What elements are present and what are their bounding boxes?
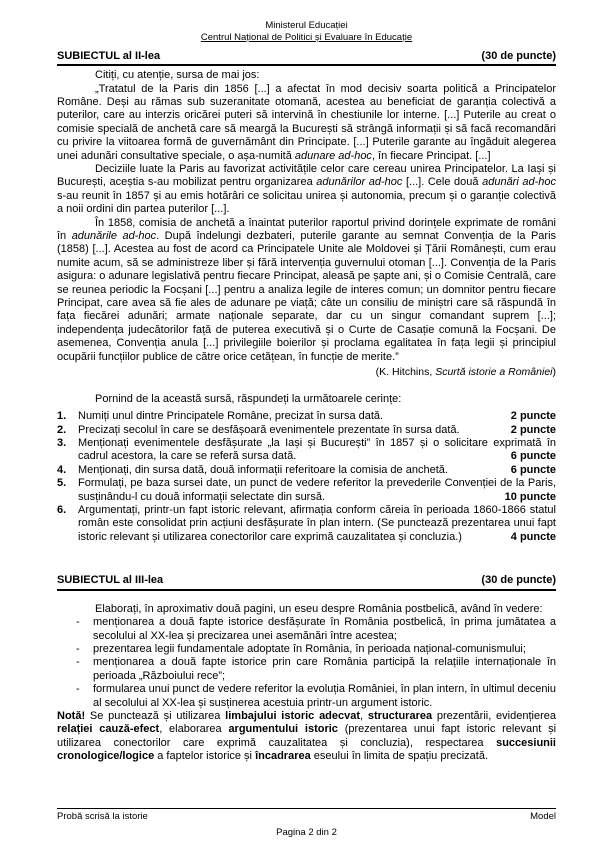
source-paragraph-2: Deciziile luate la Paris au favorizat activitățile celor care cereau unirea Principatelor. La Iași și București, aceștia s-au mobilizat pentru organizarea adunărilor ad-hoc [...]. Cele două adunări ad-hoc s-au reunit în 1857 și au emis hotărâri ce solicitau unirea și autonomia, precum și o garanție colectivă a noii ordini din partea puterilor [...]. [57, 162, 556, 216]
question-points: 2 puncte [510, 423, 556, 436]
source-citation: (K. Hitchins, Scurtă istorie a României) [375, 366, 556, 379]
question-number: 4. [57, 463, 67, 476]
question-item [57, 410, 556, 423]
agency-title: Centrul Național de Politici și Evaluare în Educație [200, 32, 413, 44]
source-paragraph-1: „Tratatul de la Paris din 1856 [...] a afectat în mod decisiv soarta politică a Principatelor Române. Deși au rămas sub suzeranitate otomană, acestea au beneficiat de garanția colectivă a puterilor, care au interzis oricărei puteri să intervină în chestiunile lor interne. [...] Puterile au creat o comisie specială de anchetă care să meargă la București să strângă informații și să facă recomandări cu privire la viitoarea formă de guvernământ din Principate. [...] Puterile garante au îngăduit alegerea unei adunări consultative speciale, o așa-numită adunare ad-hoc, în fiecare Principat. [...] [57, 82, 556, 162]
question-points: 6 puncte [510, 450, 556, 463]
ministry-title: Ministerul Educației [265, 20, 348, 31]
question-item [57, 424, 556, 437]
question-text: Menționați evenimentele desfășurate „la Iași și București” în 1857 și o solicitare exprimată în cadrul acestora, la care se referă sursa dată. [78, 437, 556, 463]
dash-bullet [76, 683, 93, 710]
essay-requirement-item [57, 683, 556, 710]
question-text: Precizați secolul în care se desfășoară evenimentele prezentate în sursa dată. [78, 423, 460, 436]
essay-requirement-item [57, 643, 556, 656]
question-item [57, 477, 556, 504]
essay-requirement-text: formularea unui punct de vedere referitor la evoluția României, în plan intern, în ultimul deceniu al secolului al XX-lea și susținerea acestuia printr-un argument istoric. [93, 683, 556, 709]
question-number: 2. [57, 423, 67, 436]
questions-prompt: Pornind de la această sursă, răspundeți la următoarele cerințe: [95, 392, 402, 405]
question-item [57, 437, 556, 464]
doc-footer [57, 808, 556, 839]
question-number: 1. [57, 410, 67, 423]
question-text: Numiți unul dintre Principatele Române, precizat în sursa dată. [78, 410, 384, 423]
question-text: Formulați, pe baza sursei date, un punct de vedere referitor la prevederile Convenției de la Paris, susținându-l cu două informații selectate din sursă. [78, 477, 556, 503]
subject3-intro: Elaborați, în aproximativ două pagini, un eseu despre România postbelică, având în vedere: [95, 602, 543, 615]
doc-header [57, 20, 556, 45]
subject3-title: SUBIECTUL al III-lea [57, 574, 164, 587]
question-points: 2 puncte [510, 410, 556, 423]
footer-model-label: Model [530, 810, 556, 822]
question-item [57, 504, 556, 544]
question-number: 5. [57, 477, 67, 490]
essay-requirement-item [57, 656, 556, 683]
subject3-points: (30 de puncte) [481, 574, 556, 587]
subject2-title: SUBIECTUL al II-lea [57, 49, 161, 62]
essay-requirement-text: menționarea a două fapte istorice desfășurate în România postbelică, în prima jumătatea a secolului al XX-lea și precizarea unei asemănări între acestea; [93, 616, 556, 642]
dash-bullet [76, 656, 93, 683]
question-points: 4 puncte [510, 530, 556, 543]
essay-requirement-item [57, 616, 556, 643]
dash-bullet [76, 643, 93, 656]
essay-requirement-text: menționarea a două fapte istorice prin care România participă la relațiile internaționale în perioada „Războiului rece”; [93, 656, 556, 682]
dash-bullet [76, 616, 93, 643]
subject2-intro: Citiți, cu atenție, sursa de mai jos: [95, 69, 260, 82]
footer-exam-name: Probă scrisă la istorie [57, 810, 148, 822]
essay-requirement-list [57, 616, 556, 710]
question-text: Argumentați, printr-un fapt istoric relevant, afirmația conform căreia în perioada 1860-1866 statul român este consolidat prin acțiuni desfășurate în plan intern. (Se punctează prezentarea unui fapt istoric relevant și utilizarea conectorilor care exprimă cauzalitatea și concluzia.) [78, 504, 556, 543]
subject2-header [57, 50, 556, 66]
question-points: 10 puncte [504, 490, 556, 503]
subject3-header [57, 574, 556, 590]
source-paragraph-3: În 1858, comisia de anchetă a înaintat puterilor raportul privind dorințele exprimate de români în adunările ad-hoc. După îndelungi dezbateri, puterile garante au semnat Convenția de la Paris (1858) [...]. Acestea au fost de acord ca Principatele Unite ale Moldovei și Țării Românești, cum erau numite acum, să se administreze liber și fără intervenția guvernului otoman [...]. Convenția de la Paris asigura: o adunare legislativă pentru fiecare Principat, aleasă pe șapte ani, și o Comisie Centrală, care se reunea periodic la Focșani [...] pentru a analiza legile de interes comun; un domnitor pentru fiecare Principat, care avea să fie ales de adunare pe viață; câte un consiliu de miniștri care să răspundă în fața fiecărei adunări; armate naționale separate, dar cu un singur comandant suprem [...]; independența judecătorilor față de puterea executivă și o Curte de Casație comună la Focșani. De asemenea, Convenția anula [...] privilegiile boierilor și proclama egalitatea în fața legii și principiul ocupării funcțiilor publice de către orice cetățean, în funcție de merite.” [57, 216, 557, 363]
question-text: Menționați, din sursa dată, două informații referitoare la comisia de anchetă. [78, 463, 448, 476]
question-list [57, 410, 556, 544]
question-item [57, 464, 556, 477]
grading-note: Notă! Se punctează și utilizarea limbajului istoric adecvat, structurarea prezentării, evidențierea relației cauză-efect, elaborarea argumentului istoric (prezentarea unui fapt istoric relevant și utilizarea conectorilor care exprimă cauzalitatea și concluzia), respectarea succesiunii cronologice/logice a faptelor istorice și încadrarea eseului în limita de spațiu precizată. [57, 709, 557, 763]
question-points: 6 puncte [510, 463, 556, 476]
question-number: 3. [57, 437, 67, 450]
essay-requirement-text: prezentarea legii fundamentale adoptate în România, în perioada național-comunismului; [93, 642, 526, 655]
footer-page-number: Pagina 2 din 2 [276, 827, 337, 839]
question-number: 6. [57, 504, 67, 517]
subject2-points: (30 de puncte) [481, 49, 556, 62]
